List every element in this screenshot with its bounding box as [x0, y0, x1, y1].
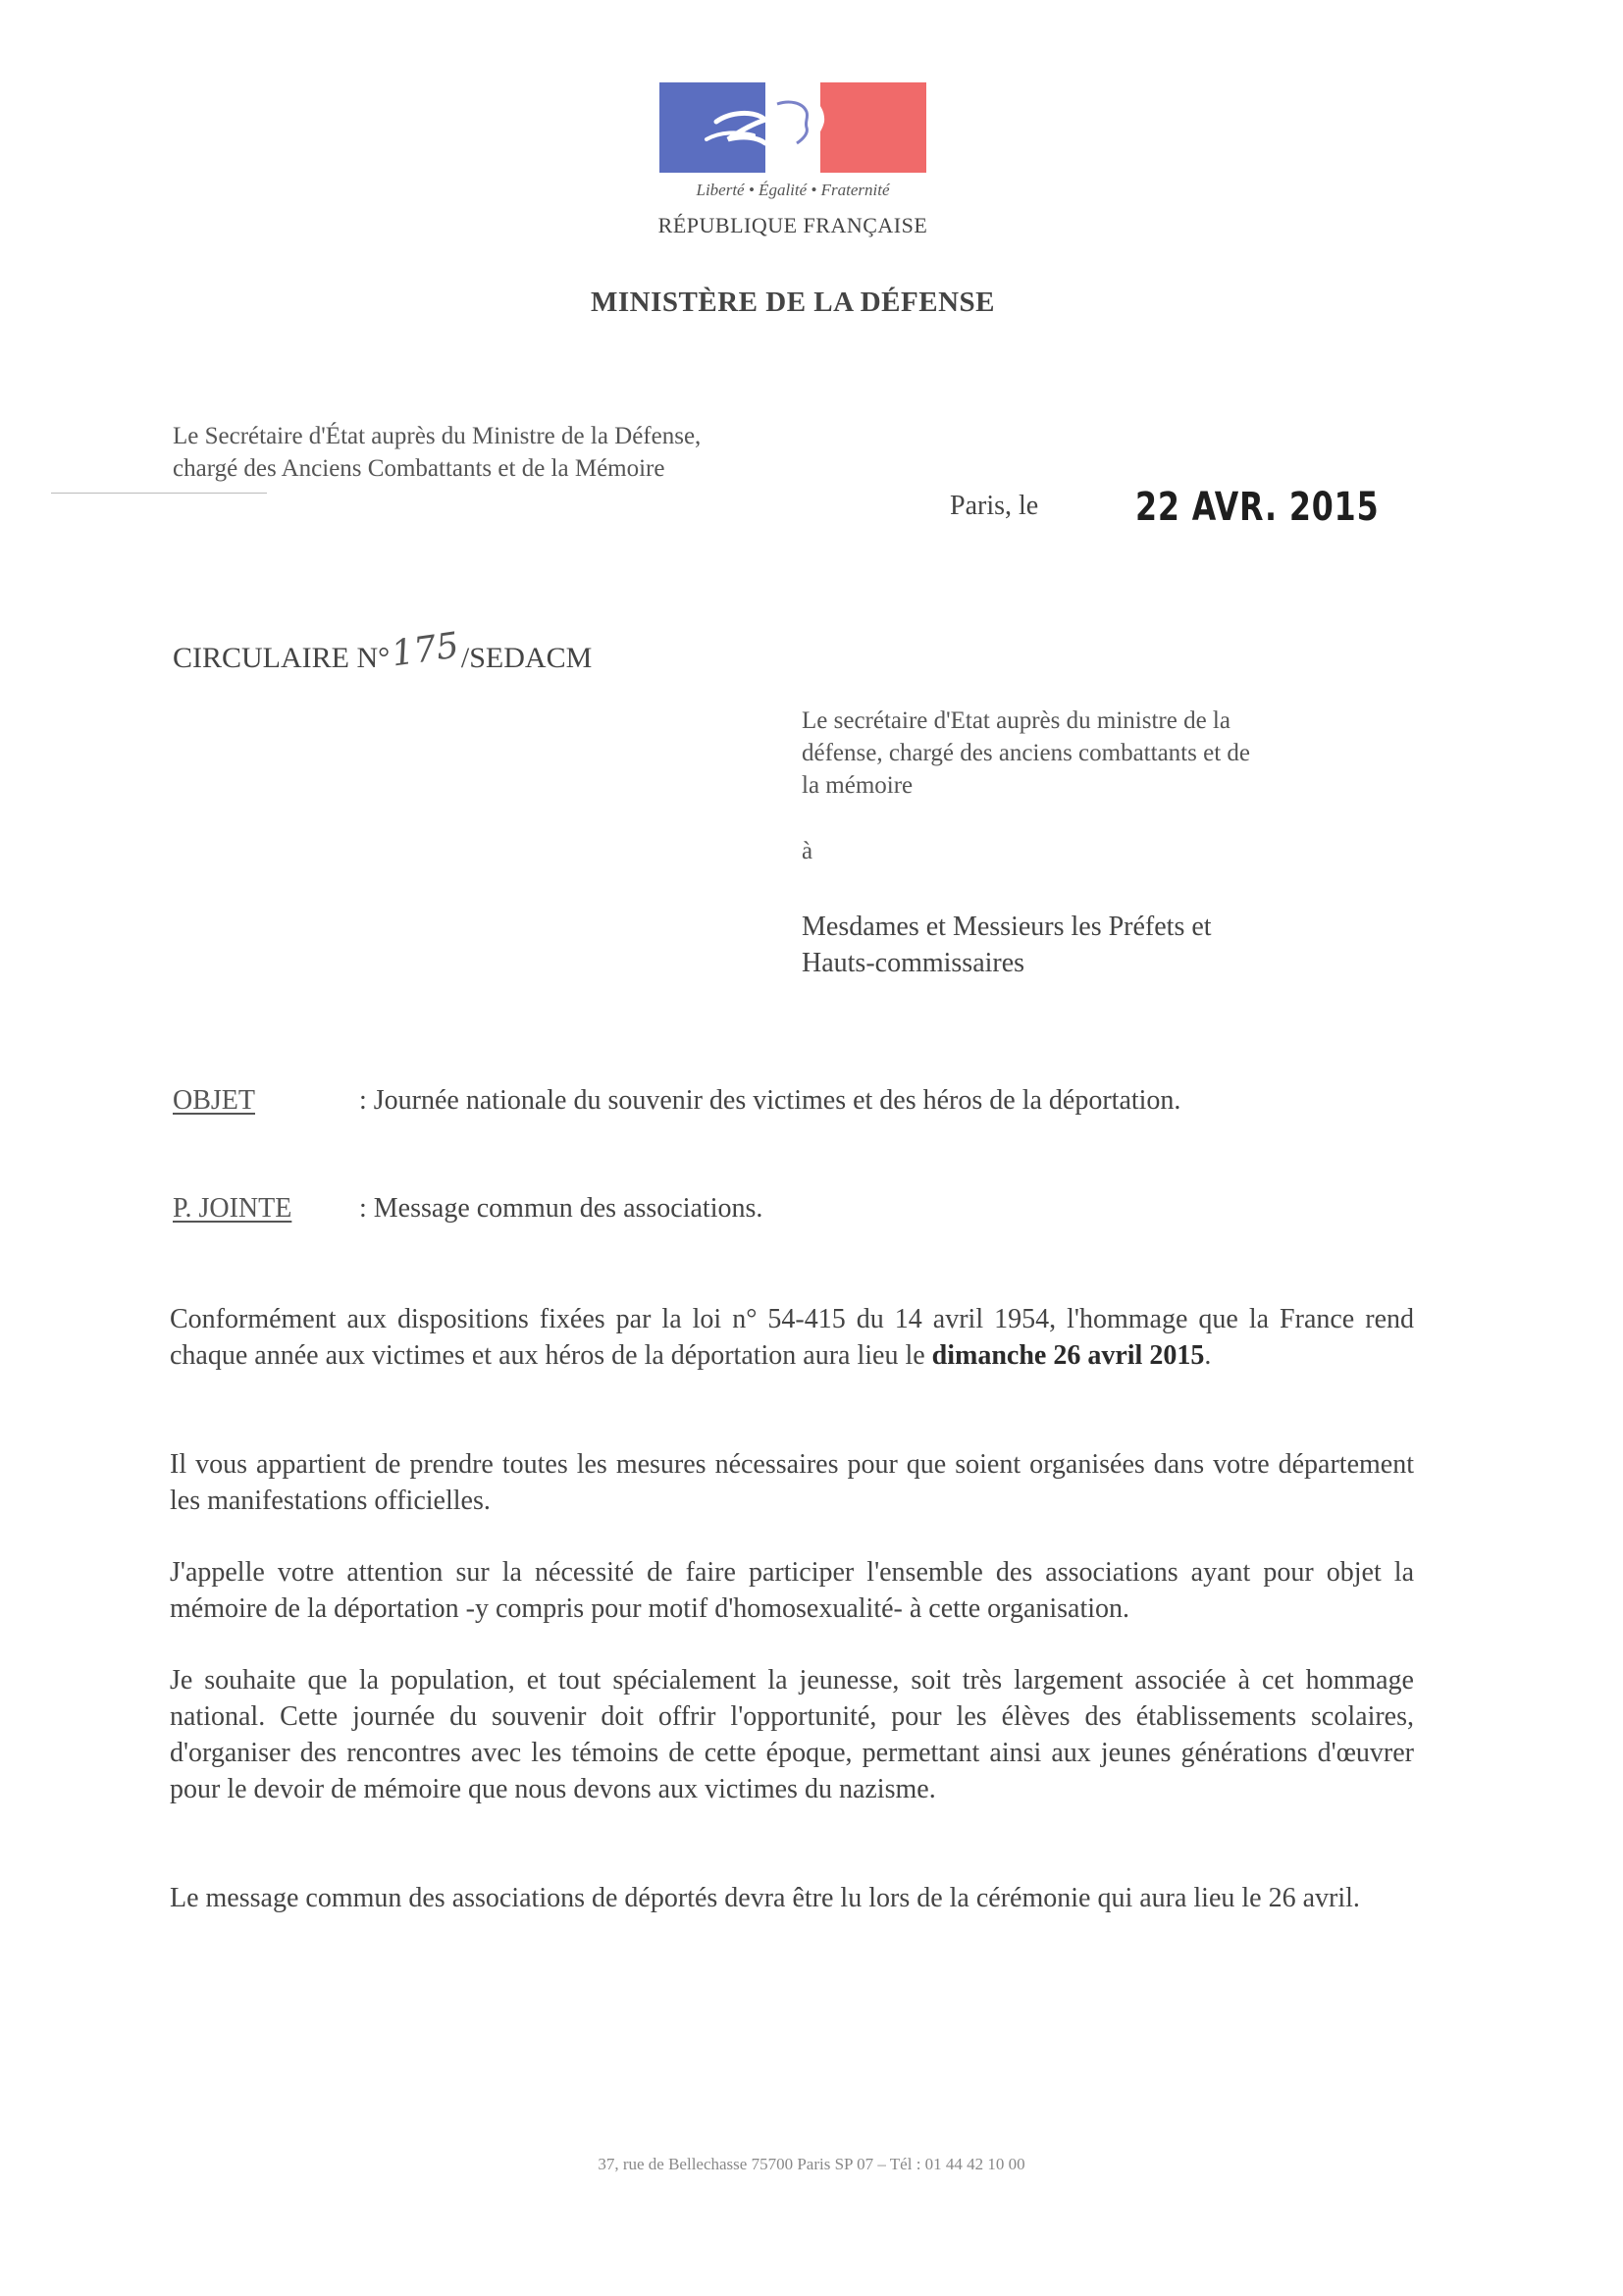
sender-line: chargé des Anciens Combattants et de la Mémoire	[173, 455, 665, 482]
addressee-from	[802, 704, 1351, 802]
addressee-to	[802, 909, 1351, 981]
object-label: OBJET	[173, 1085, 255, 1116]
body-paragraph: Je souhaite que la population, et tout spécialement la jeunesse, soit très largement associée à cet hommage national. Cette journée du souvenir doit offrir l'opportunité, pour les élèves des établissements scolaires, d'organiser des rencontres avec les témoins de cette époque, permettant ainsi aux jeunes générations d'œuvrer pour le devoir de mémoire que nous devons aux victimes du nazisme.	[170, 1665, 1414, 1804]
circular-prefix: CIRCULAIRE N°	[173, 642, 391, 674]
date-stamp: 22 AVR. 2015	[1135, 485, 1380, 530]
event-date-emphasis: dimanche 26 avril 2015	[931, 1340, 1205, 1371]
object-value: : Journée nationale du souvenir des victimes et des héros de la déportation.	[359, 1085, 1181, 1116]
republic-motto: Liberté • Égalité • Fraternité	[696, 181, 890, 199]
circular-reference	[173, 625, 593, 676]
paragraph-text: Conformément aux dispositions fixées par la loi n° 54-415 du 14 avril 1954, l'hommage que la France rend chaque année aux victimes et aux héros de la déportation aura lieu le	[170, 1304, 1414, 1371]
attachment-value: : Message commun des associations.	[359, 1193, 763, 1224]
address-line: Hauts-commissaires	[802, 948, 1025, 978]
address-line: Mesdames et Messieurs les Préfets et	[802, 912, 1212, 942]
address-line: la mémoire	[802, 772, 914, 799]
date-label: Paris, le	[950, 491, 1039, 521]
sender-divider	[51, 493, 267, 494]
republic-name: RÉPUBLIQUE FRANÇAISE	[657, 213, 928, 237]
address-connector: à	[802, 838, 813, 864]
marianne-flag-logo	[659, 82, 926, 173]
body-paragraph	[170, 1301, 1414, 1374]
footer-address: 37, rue de Bellechasse 75700 Paris SP 07 – Tél : 01 44 42 10 00	[598, 2155, 1025, 2173]
sender-block	[173, 420, 879, 485]
circular-suffix: /SEDACM	[460, 642, 593, 674]
body-paragraph: Le message commun des associations de déportés devra être lu lors de la cérémonie qui aura lieu le 26 avril.	[170, 1883, 1360, 1913]
body-paragraph: Il vous appartient de prendre toutes les mesures nécessaires pour que soient organisées dans votre département les manifestations officielles.	[170, 1449, 1414, 1516]
body-paragraph: J'appelle votre attention sur la nécessité de faire participer l'ensemble des associations ayant pour objet la mémoire de la déportation -y compris pour motif d'homosexualité- à cette organisation.	[170, 1557, 1414, 1624]
address-line: Le secrétaire d'Etat auprès du ministre de la	[802, 707, 1230, 734]
circular-number: 175	[389, 625, 462, 675]
paragraph-text: .	[1204, 1340, 1212, 1371]
attachment-label: P. JOINTE	[173, 1193, 292, 1224]
ministry-title: MINISTÈRE DE LA DÉFENSE	[591, 287, 995, 318]
sender-line: Le Secrétaire d'État auprès du Ministre de la Défense,	[173, 423, 702, 449]
address-line: défense, chargé des anciens combattants et de	[802, 740, 1250, 766]
